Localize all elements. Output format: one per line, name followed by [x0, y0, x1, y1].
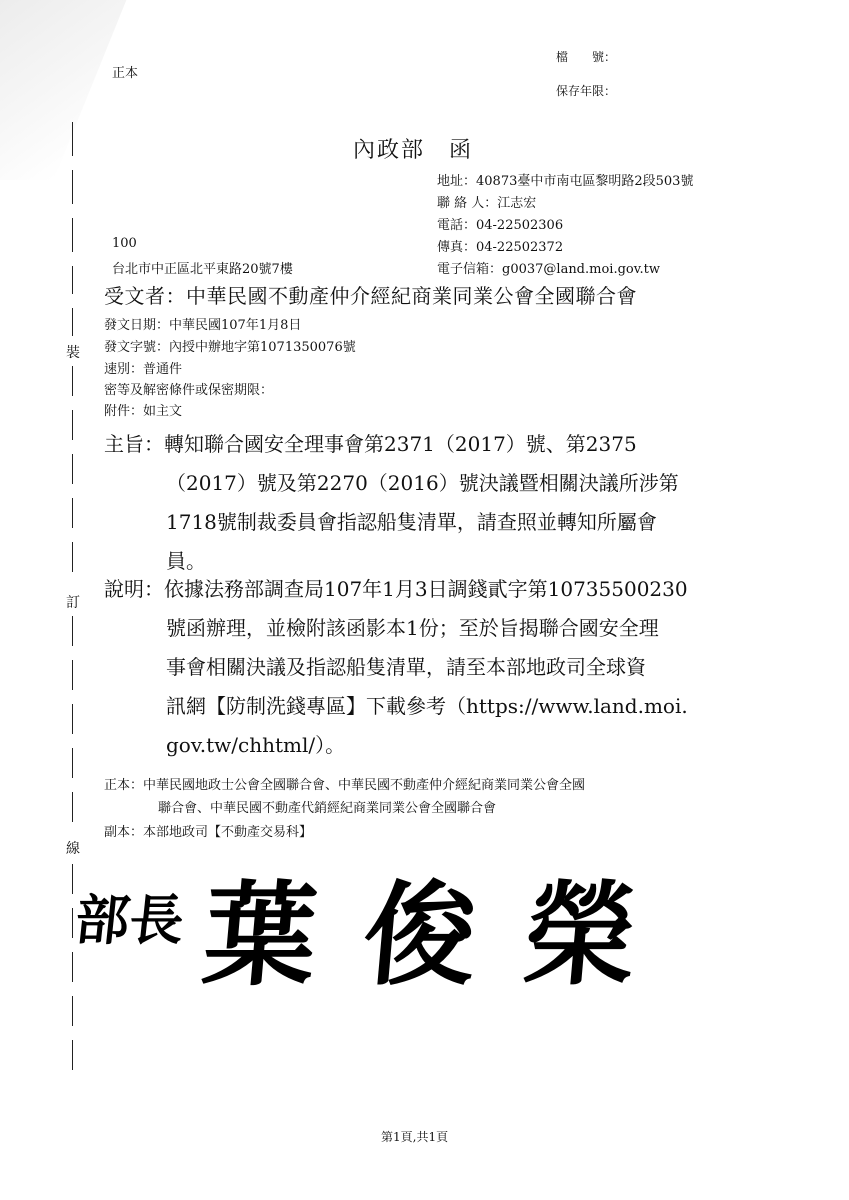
delivery-speed: 速別：普通件	[104, 362, 183, 377]
binding-dash	[72, 218, 73, 252]
signature-name: 葉俊榮	[198, 870, 690, 1001]
binding-dash	[72, 748, 73, 778]
subject-line: （2017）號及第2270（2016）號決議暨相關決議所涉第	[166, 471, 679, 495]
binding-dash	[72, 792, 73, 822]
page-number: 第1頁,共1頁	[381, 1130, 449, 1144]
binding-dash	[72, 266, 73, 294]
explanation-line: 號函辦理，並檢附該函影本1份；至於旨揭聯合國安全理	[166, 616, 659, 640]
retention-period-label: 保存年限：	[556, 84, 617, 98]
binding-dash	[72, 498, 73, 528]
explanation-line: gov.tw/chhtml/）。	[166, 733, 346, 757]
subject-line: 員。	[166, 549, 206, 573]
secrecy-level: 密等及解密條件或保密期限：	[104, 383, 274, 398]
binding-dash	[72, 996, 73, 1026]
attachment: 附件：如主文	[104, 404, 183, 419]
sender-contact: 聯 絡 人：江志宏	[437, 196, 537, 211]
original-recipients-line: 聯合會、中華民國不動產代銷經紀商業同業公會全國聯合會	[158, 801, 497, 816]
binding-dash	[72, 908, 73, 938]
binding-dash	[72, 1040, 73, 1070]
binding-dash	[72, 454, 73, 484]
explanation-line: 事會相關決議及指認船隻清單，請至本部地政司全球資	[166, 655, 646, 679]
subject-line: 1718號制裁委員會指認船隻清單，請查照並轉知所屬會	[166, 510, 657, 534]
binding-dash	[72, 366, 73, 396]
document-title: 內政部 函	[353, 138, 474, 163]
binding-dash	[72, 308, 73, 336]
binding-dash	[72, 410, 73, 440]
explanation-line: 說明：依據法務部調查局107年1月3日調錢貳字第10735500230	[104, 577, 688, 601]
binding-dash	[72, 952, 73, 982]
sender-phone: 電話：04-22502306	[437, 218, 564, 233]
binding-dash	[72, 122, 73, 156]
binding-char-ding: 訂	[66, 595, 80, 611]
binding-char-zhuang: 裝	[66, 345, 80, 361]
sender-fax: 傳真：04-22502372	[437, 240, 564, 255]
binding-dash	[72, 542, 73, 572]
issue-date: 發文日期：中華民國107年1月8日	[104, 318, 302, 333]
sender-email: 電子信箱：g0037@land.moi.gov.tw	[437, 262, 661, 277]
subject-line: 主旨：轉知聯合國安全理事會第2371（2017）號、第2375	[104, 432, 637, 456]
addressee: 受文者：中華民國不動產仲介經紀商業同業公會全國聯合會	[104, 284, 637, 308]
binding-dash	[72, 170, 73, 204]
binding-char-xian: 線	[66, 841, 80, 857]
recipient-address: 台北市中正區北平東路20號7樓	[112, 262, 293, 277]
binding-dash	[72, 704, 73, 734]
file-number-label: 檔 號：	[556, 50, 617, 64]
copy-type-label: 正本	[112, 66, 139, 81]
binding-dash	[72, 660, 73, 690]
signature-title: 部長	[72, 888, 187, 952]
copy-recipients: 副本：本部地政司【不動產交易科】	[104, 825, 313, 840]
sender-address: 地址：40873臺中市南屯區黎明路2段503號	[437, 174, 694, 189]
binding-dash	[72, 864, 73, 894]
paper-fold-shadow	[0, 0, 126, 180]
binding-dash	[72, 616, 73, 646]
original-recipients-line: 正本：中華民國地政士公會全國聯合會、中華民國不動產仲介經紀商業同業公會全國	[104, 778, 586, 793]
recipient-postal-code: 100	[112, 236, 137, 251]
explanation-line: 訊網【防制洗錢專區】下載參考（https://www.land.moi.	[166, 694, 688, 718]
document-number: 發文字號：內授中辦地字第1071350076號	[104, 340, 356, 355]
